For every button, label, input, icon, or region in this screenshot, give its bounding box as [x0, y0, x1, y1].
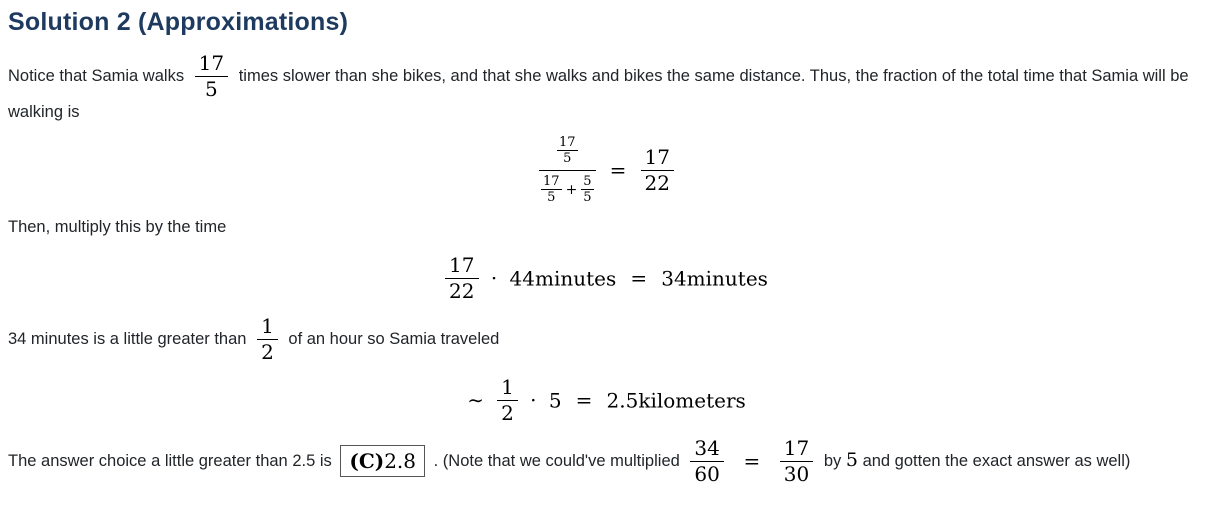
fraction-17-22 [445, 252, 478, 303]
equation-minutes [8, 252, 1205, 303]
fraction-denominator: 5 [547, 190, 556, 206]
fraction-numerator: 1 [257, 316, 278, 340]
fraction-denominator: 5 [583, 190, 592, 206]
fraction-numerator: 1 [497, 377, 518, 401]
cdot-operator: ⋅ [529, 388, 537, 413]
complex-fraction-denominator [539, 171, 596, 205]
fraction-17-5 [195, 53, 228, 100]
math-number: 5 [548, 388, 562, 413]
plus-sign: + [565, 181, 578, 198]
fraction-17-22 [641, 144, 674, 195]
fraction-17-5-small [541, 175, 562, 205]
equals-sign: = [609, 158, 627, 183]
sim-operator: ∼ [467, 388, 484, 413]
answer-box [340, 445, 425, 477]
fraction-denominator: 60 [694, 461, 720, 486]
text-segment: times slower than she bikes, and that she walks and bikes the same distance. Thus, the fraction of the total time that Samia will be walking is [8, 66, 1189, 121]
fraction-1-2 [497, 374, 518, 425]
paragraph-half-hour [8, 313, 1205, 364]
paragraph-answer [8, 435, 1205, 486]
text-segment: by [823, 451, 842, 470]
cdot-operator: ⋅ [490, 266, 498, 291]
paragraph-intro [8, 53, 1205, 126]
fraction-numerator: 34 [690, 438, 723, 462]
fraction-numerator: 17 [543, 173, 560, 189]
fraction-numerator: 17 [195, 53, 228, 77]
complex-fraction [539, 136, 596, 206]
equation-kilometers [8, 374, 1205, 425]
math-text: 34minutes [661, 266, 768, 291]
fraction-17-30 [780, 435, 813, 486]
text-segment: of an hour so Samia traveled [288, 329, 500, 348]
fraction-numerator: 17 [559, 134, 576, 150]
text-segment: Notice that Samia walks [8, 66, 185, 85]
fraction-denominator: 22 [449, 278, 475, 303]
fraction-denominator: 22 [644, 170, 670, 195]
answer-value: 2.8 [384, 449, 417, 474]
paragraph-multiply: Then, multiply this by the time [8, 218, 227, 237]
math-text: 2.5kilometers [606, 388, 746, 413]
equals-sign: = [743, 448, 761, 473]
complex-fraction-numerator [539, 136, 596, 171]
text-segment: 34 minutes is a little greater than [8, 329, 247, 348]
fraction-denominator: 2 [261, 339, 274, 364]
fraction-17-5-small [557, 136, 578, 166]
text-segment: The answer choice a little greater than 2.5 is [8, 451, 332, 470]
page-title: Solution 2 (Approximations) [8, 8, 349, 36]
equals-sign: = [630, 266, 648, 291]
math-number: 5 [845, 448, 858, 471]
fraction-denominator: 5 [563, 151, 572, 167]
fraction-denominator: 2 [501, 400, 514, 425]
fraction-numerator: 17 [445, 255, 478, 279]
fraction-numerator: 17 [641, 147, 674, 171]
fraction-5-5-small [581, 175, 593, 205]
text-segment: and gotten the exact answer as well) [862, 451, 1131, 470]
text-segment: . (Note that we could've multiplied [433, 451, 680, 470]
fraction-34-60 [690, 435, 723, 486]
fraction-numerator: 5 [583, 173, 592, 189]
math-text: 44minutes [509, 266, 617, 291]
fraction-numerator: 17 [780, 438, 813, 462]
fraction-denominator: 30 [783, 461, 810, 486]
fraction-1-2 [257, 313, 278, 364]
answer-letter: (C) [349, 449, 385, 474]
fraction-denominator: 5 [205, 77, 218, 101]
equation-walking-fraction [8, 136, 1205, 206]
equals-sign: = [575, 388, 593, 413]
